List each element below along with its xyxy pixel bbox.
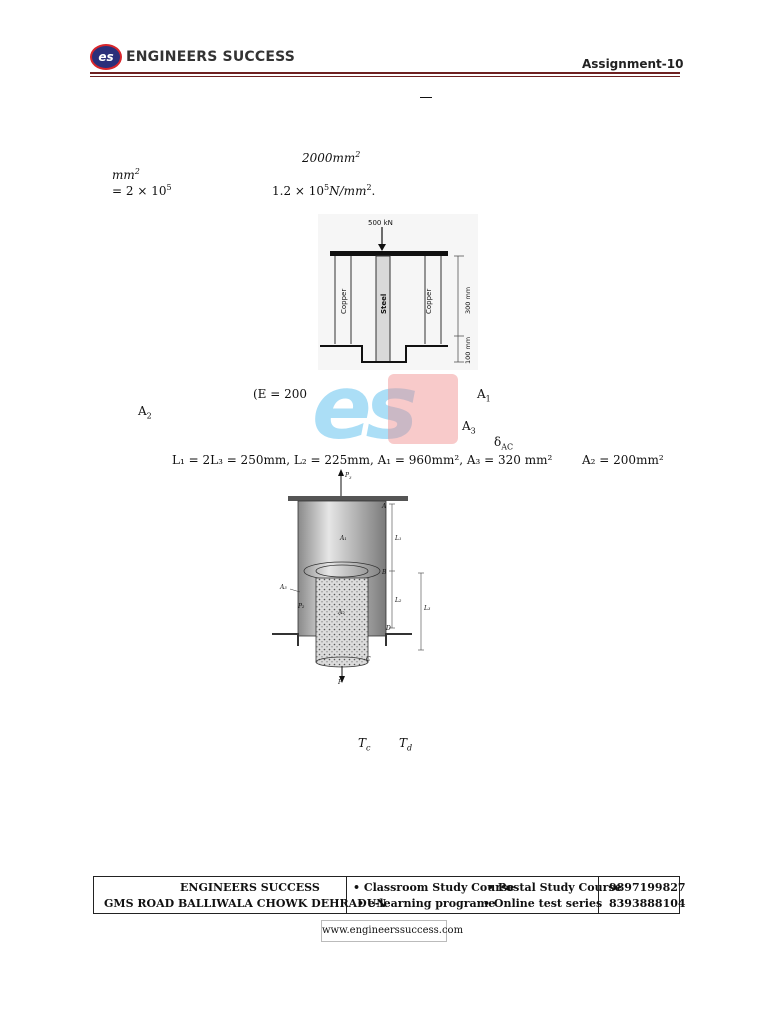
dash-mark — [420, 97, 432, 98]
l1-label: L₁ — [395, 535, 402, 542]
column-figure — [318, 214, 478, 370]
course-classroom: • Classroom Study Course — [353, 881, 515, 894]
a2-label: $A_2$ — [138, 404, 152, 421]
footer-name: ENGINEERS SUCCESS — [180, 881, 320, 894]
course-elearning: • e-learning programe — [357, 897, 496, 910]
p2-label: P₂ — [298, 603, 305, 610]
brand-name: ENGINEERS SUCCESS — [126, 49, 296, 65]
given-values: L₁ = 2L₃ = 250mm, L₂ = 225mm, A₁ = 960mm², A₃ = 320 mm² — [172, 453, 553, 467]
dim-top-label: 300 mm — [464, 286, 472, 314]
top-plate — [330, 251, 448, 256]
point-a-label: A — [382, 503, 387, 510]
a3-label: $A_3$ — [462, 419, 476, 436]
right-support — [386, 634, 412, 646]
watermark-text: es — [312, 372, 413, 448]
watermark-logo — [312, 372, 462, 448]
a3-fig-label: A₃ — [280, 584, 287, 591]
tube-rod-figure — [268, 468, 438, 686]
point-b-label: B — [382, 569, 387, 576]
course-online: • Online test series — [483, 897, 603, 910]
delta-label: $\delta_{AC}$ — [494, 435, 514, 452]
load-label: 500 kN — [368, 219, 393, 227]
footer-phone-cell — [599, 877, 686, 913]
footer-address: GMS ROAD BALLIWALA CHOWK DEHRADUN — [104, 897, 387, 910]
point-d-label: D — [386, 625, 391, 632]
copper-right-label: Copper — [425, 288, 433, 314]
header-rule-thin — [90, 76, 680, 77]
logo-icon — [90, 44, 122, 70]
left-support — [272, 634, 298, 646]
a1-fig-label: A₁ — [340, 535, 347, 542]
logo-text: es — [98, 50, 114, 64]
assignment-label: Assignment-10 — [582, 57, 684, 71]
e-copper: $1.2 \times 10^5N/mm^2$. — [272, 183, 376, 198]
given-a2: A₂ = 200mm² — [582, 453, 664, 467]
footer-courses-cell — [347, 877, 622, 913]
l3-label: L₃ — [424, 605, 431, 612]
p-label: P — [338, 679, 343, 686]
watermark-block — [388, 374, 458, 444]
mm-unit: $mm^2$ — [112, 167, 140, 182]
tc-label: $T_c$ — [358, 736, 371, 753]
e-steel: = $2 \times 10^5$ — [112, 183, 172, 198]
top-cap — [288, 496, 408, 501]
dim-bottom-label: 100 mm — [464, 336, 472, 364]
inner-rod — [316, 578, 368, 662]
l2-label: L₂ — [395, 597, 402, 604]
phone-1: 9897199827 — [609, 881, 686, 894]
header-rule — [90, 72, 680, 74]
p3-label: $P_3$ — [345, 472, 352, 480]
footer-address-cell — [94, 877, 387, 913]
a1-label: $A_1$ — [477, 387, 491, 404]
footer-box — [93, 876, 686, 914]
copper-left-label: Copper — [340, 288, 348, 314]
td-label: $T_d$ — [399, 736, 413, 753]
course-postal: • Postal Study Course — [487, 881, 622, 894]
a2-fig-label: A₂ — [338, 609, 345, 616]
phone-2: 8393888104 — [609, 897, 686, 910]
modulus-text: (E = 200 — [253, 387, 308, 401]
steel-label: Steel — [380, 293, 388, 314]
area-value: $2000mm^2$ — [302, 150, 361, 165]
website-link[interactable]: www.engineerssuccess.com — [321, 920, 447, 942]
point-c-label: C — [366, 656, 371, 663]
